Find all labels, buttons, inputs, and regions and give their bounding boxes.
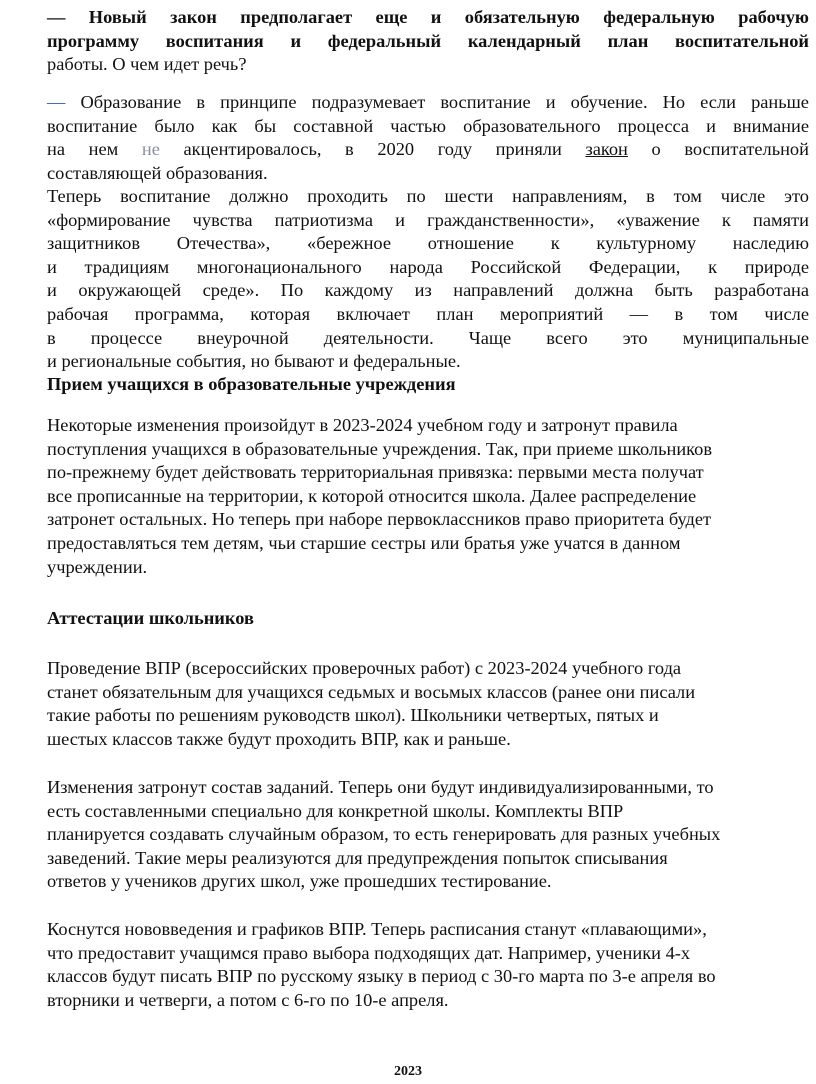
attestation-line: что предоставит учащимся право выбора подходящих дат. Например, ученики 4-х — [47, 942, 691, 963]
p2-line-1: Теперь воспитание должно проходить по шести направлениям, в том числе это — [47, 186, 809, 206]
intro-tail: работы. О чем идет речь? — [47, 54, 247, 75]
attestation-paragraph-1 — [47, 657, 809, 751]
answer-line-3-a: на нем — [47, 139, 119, 160]
attestation-line: станет обязательным для учащихся седьмых и восьмых классов (ранее они писали — [47, 681, 696, 702]
attestation-line: есть составленными специально для конкретной школы. Комплекты ВПР — [47, 800, 624, 821]
p2-line-2: «формирование чувства патриотизма и гражданственности», «уважение к памяти — [47, 209, 809, 230]
answer-line-3-not: не — [141, 139, 160, 160]
admission-line: по-прежнему будет действовать территориальная привязка: первыми места получат — [47, 462, 704, 483]
attestation-line: ответов у учеников других школ, уже прошедших тестирование. — [47, 871, 552, 892]
intro-question — [47, 6, 809, 77]
footer-year: 2023 — [394, 1064, 422, 1079]
answer-dash: — — [47, 92, 66, 112]
p2-line-7: в процессе внеурочной деятельности. Чаще всего это муниципальные — [47, 327, 809, 348]
law-link[interactable]: закон — [585, 139, 628, 160]
attestation-heading-text: Аттестации школьников — [47, 608, 254, 628]
attestation-heading — [47, 607, 809, 631]
attestation-line: заведений. Такие меры реализуются для предупреждения попыток списывания — [47, 847, 668, 868]
p2-line-5: и окружающей среде». По каждому из направлений должна быть разработана — [47, 280, 809, 301]
admission-line: Некоторые изменения произойдут в 2023-2024 учебном году и затронут правила — [47, 415, 678, 435]
answer-paragraph-2 — [47, 185, 809, 374]
attestation-line: классов будут писать ВПР по русскому языку в период с 30-го марта по 3-е апреля во — [47, 966, 716, 987]
intro-dash: — — [47, 7, 66, 27]
answer-paragraph-1 — [47, 91, 809, 185]
attestation-line: шестых классов также будут проходить ВПР, как и раньше. — [47, 728, 511, 749]
p2-line-6-b: которая включает план мероприятий — — [250, 303, 649, 324]
admission-line: поступления учащихся в образовательные учреждения. Так, при приеме школьников — [47, 438, 713, 459]
intro-line-2: программу воспитания и федеральный календарный план воспитательной — [47, 30, 809, 51]
answer-line-2: воспитание было как бы составной частью образовательного процесса и внимание — [47, 115, 809, 136]
admission-paragraph — [47, 414, 809, 579]
p2-line-6 — [47, 303, 809, 327]
admission-heading — [47, 373, 809, 397]
attestation-line: вторники и четверги, а потом с 6-го по 10-е апреля. — [47, 989, 449, 1010]
attestation-line: Коснутся нововведения и графиков ВПР. Теперь расписания станут «плавающими», — [47, 919, 707, 939]
admission-heading-text: Прием учащихся в образовательные учреждения — [47, 374, 456, 394]
admission-line: затронет остальных. Но теперь при наборе первоклассников право приоритета будет — [47, 509, 712, 530]
attestation-line: Изменения затронут состав заданий. Теперь они будут индивидуализированными, то — [47, 777, 714, 797]
p2-line-3: защитников Отечества», «бережное отношение к культурному наследию — [47, 233, 809, 254]
answer-line-3-c: о воспитательной — [651, 139, 809, 160]
p2-line-8: и региональные события, но бывают и федеральные. — [47, 351, 461, 372]
attestation-line: такие работы по решениям руководств школ). Школьники четвертых, пятых и — [47, 705, 659, 726]
answer-line-1 — [47, 91, 809, 115]
intro-bold-1: Новый закон предполагает еще и обязательную федеральную рабочую — [88, 7, 809, 27]
p2-line-6-a: рабочая программа, — [47, 303, 224, 324]
answer-line-1-text: Образование в принципе подразумевает воспитание и обучение. Но если раньше — [80, 92, 809, 112]
attestation-line: планируется создавать случайным образом, то есть генерировать для разных учебных — [47, 824, 721, 845]
admission-line: предоставляться тем детям, чьи старшие сестры или братья уже учатся в данном — [47, 532, 681, 553]
intro-line-1 — [47, 6, 809, 30]
answer-line-3 — [47, 138, 809, 162]
attestation-paragraph-2 — [47, 776, 809, 894]
p2-line-6-c: в том числе — [674, 303, 809, 324]
admission-line: учреждении. — [47, 556, 148, 577]
attestation-line: Проведение ВПР (всероссийских проверочных работ) с 2023-2024 учебного года — [47, 658, 682, 678]
attestation-paragraph-3 — [47, 918, 809, 1012]
admission-line: все прописанные на территории, к которой относится школа. Далее распределение — [47, 485, 697, 506]
answer-line-3-b: акцентировалось, в 2020 году приняли — [183, 139, 562, 160]
answer-line-4: составляющей образования. — [47, 162, 268, 183]
p2-line-4: и традициям многонационального народа Российской Федерации, к природе — [47, 256, 809, 277]
